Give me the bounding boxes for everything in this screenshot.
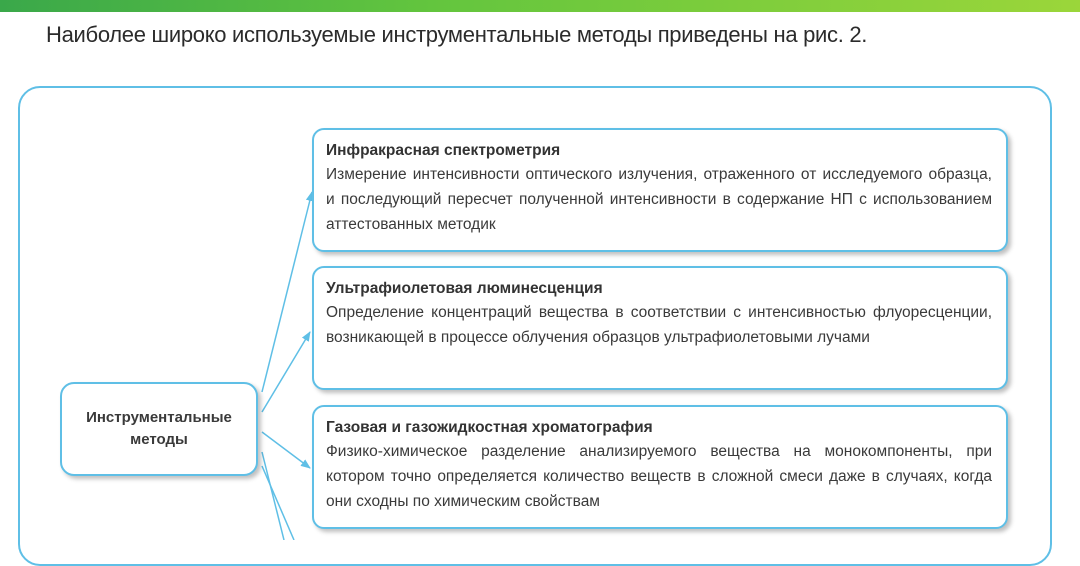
method-title: Ультрафиолетовая люминесценция: [326, 280, 603, 297]
method-title: Инфракрасная спектрометрия: [326, 142, 561, 159]
method-box-ir-spectrometry: [312, 128, 1008, 252]
method-description: Физико-химическое разделение анализируемого вещества на монокомпоненты, при котором точно определяется количество веществ в сложной смеси даже в случаях, когда они сходны по химическим свойствам: [326, 443, 992, 510]
intro-text: Наиболее широко используемые инструментальные методы приведены на рис. 2.: [46, 22, 868, 47]
arrow-to-method-5: [262, 466, 294, 540]
method-title: Газовая и газожидкостная хроматография: [326, 419, 653, 436]
method-box-gas-chromatography: [312, 405, 1008, 529]
arrow-to-method-4: [262, 452, 284, 540]
center-node-label: Инструментальные методы: [86, 409, 232, 448]
method-description: Измерение интенсивности оптического излучения, отраженного от исследуемого образца, и последующий пересчет полученной интенсивности в содержание НП с использованием аттестованных методик: [326, 166, 992, 233]
method-box-uv-luminescence: [312, 266, 1008, 390]
arrow-to-method-2: [262, 332, 310, 412]
arrow-to-method-1: [262, 192, 312, 392]
method-description: Определение концентраций вещества в соответствии с интенсивностью флуоресценции, возникающей в процессе облучения образцов ультрафиолетовыми лучами: [326, 304, 992, 346]
center-node: [60, 382, 258, 476]
arrow-to-method-3: [262, 432, 310, 468]
